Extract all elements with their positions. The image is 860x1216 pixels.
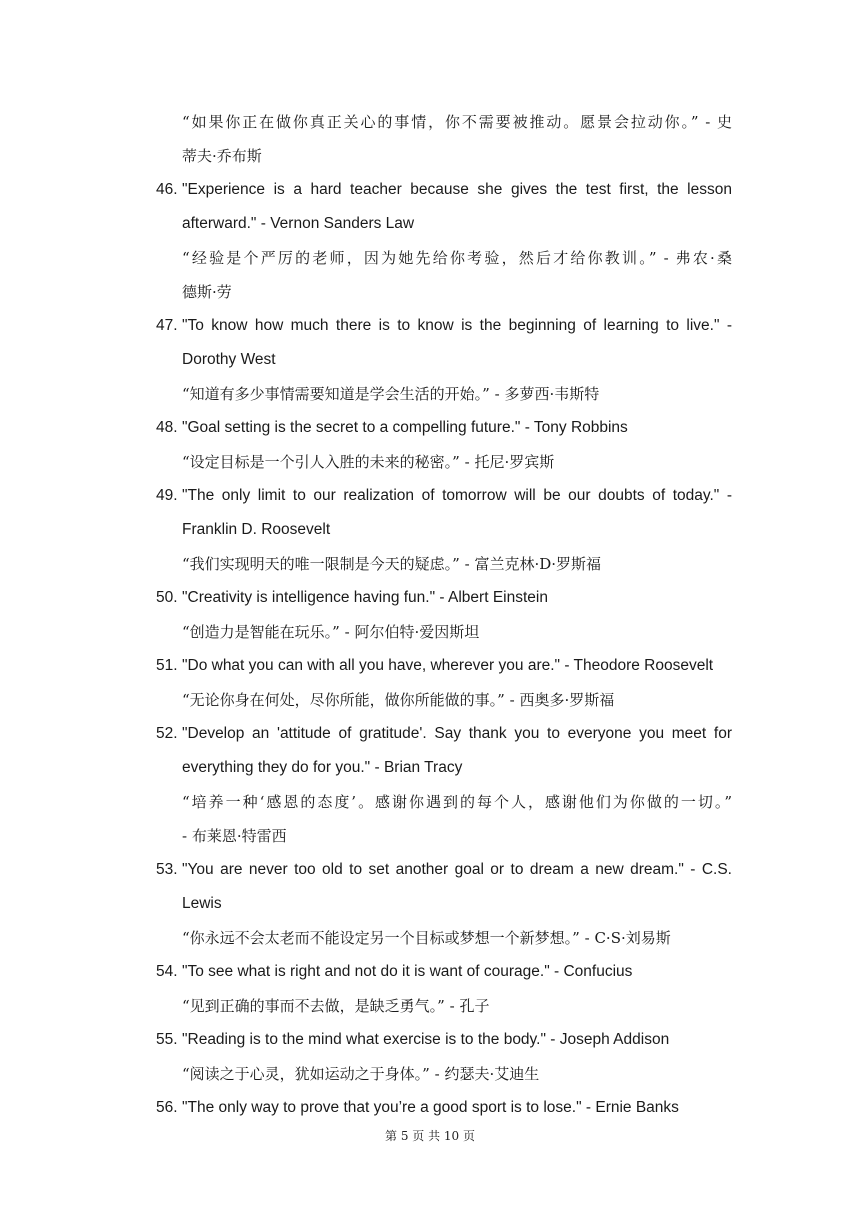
page-footer: 第 5 页 共 10 页 [385, 1129, 475, 1143]
quote-55 [156, 1023, 732, 1057]
quote-text: "The only way to prove that you’re a good sport is to lose." - Ernie Banks [182, 1099, 679, 1116]
quote-51 [156, 649, 732, 683]
quote-52-cont: everything they do for you." - Brian Tracy [182, 759, 463, 776]
quote-46-cont: afterward." - Vernon Sanders Law [182, 215, 415, 232]
quote-46 [156, 173, 732, 207]
item-number: 50. [156, 589, 178, 606]
quote-49-cont: Franklin D. Roosevelt [182, 521, 331, 538]
item-number: 47. [156, 317, 178, 334]
item-number: 54. [156, 963, 178, 980]
quote-47-translation: “知道有多少事情需要知道是学会生活的开始。” - 多萝西·韦斯特 [182, 385, 600, 403]
quote-list [156, 105, 732, 1125]
quote-text: "Do what you can with all you have, wherever you are." - Theodore Roosevelt [182, 657, 714, 674]
quote-45-translation: “如果你正在做你真正关心的事情，你不需要被推动。愿景会拉动你。” - 史 [182, 113, 732, 131]
quote-text: "To know how much there is to know is the beginning of learning to live." - [182, 317, 732, 334]
quote-46-translation-cont: 德斯·劳 [182, 283, 232, 301]
quote-text: "Creativity is intelligence having fun." - Albert Einstein [182, 589, 548, 606]
item-number: 52. [156, 725, 178, 742]
quote-54-translation: “见到正确的事而不去做，是缺乏勇气。” - 孔子 [182, 997, 490, 1015]
quote-52-translation: “培养一种‘感恩的态度’。感谢你遇到的每个人，感谢他们为你做的一切。” [182, 793, 732, 811]
quote-49-translation: “我们实现明天的唯一限制是今天的疑虑。” - 富兰克林·D·罗斯福 [182, 555, 602, 573]
quote-52-translation-cont: - 布莱恩·特雷西 [182, 827, 287, 845]
quote-text: "Reading is to the mind what exercise is to the body." - Joseph Addison [182, 1031, 670, 1048]
item-number: 49. [156, 487, 178, 504]
quote-46-translation: “经验是个严厉的老师，因为她先给你考验，然后才给你教训。” - 弗农·桑 [182, 249, 732, 267]
quote-51-translation: “无论你身在何处，尽你所能，做你所能做的事。” - 西奥多·罗斯福 [182, 691, 615, 709]
quote-text: "Develop an 'attitude of gratitude'. Say thank you to everyone you meet for [182, 725, 732, 742]
quote-56 [156, 1091, 732, 1125]
quote-53-translation: “你永远不会太老而不能设定另一个目标或梦想一个新梦想。” - C·S·刘易斯 [182, 929, 671, 947]
quote-47 [156, 309, 732, 343]
item-number: 51. [156, 657, 178, 674]
quote-text: "Experience is a hard teacher because she gives the test first, the lesson [182, 181, 732, 198]
quote-53-cont: Lewis [182, 895, 222, 912]
quote-text: "The only limit to our realization of tomorrow will be our doubts of today." - [182, 487, 732, 504]
quote-53 [156, 853, 732, 887]
quote-text: "You are never too old to set another goal or to dream a new dream." - C.S. [182, 861, 732, 878]
item-number: 55. [156, 1031, 178, 1048]
quote-47-cont: Dorothy West [182, 351, 276, 368]
quote-text: "To see what is right and not do it is want of courage." - Confucius [182, 963, 633, 980]
quote-48 [156, 411, 732, 445]
quote-50-translation: “创造力是智能在玩乐。” - 阿尔伯特·爱因斯坦 [182, 623, 480, 641]
item-number: 48. [156, 419, 178, 436]
quote-50 [156, 581, 732, 615]
quote-49 [156, 479, 732, 513]
quote-55-translation: “阅读之于心灵，犹如运动之于身体。” - 约瑟夫·艾迪生 [182, 1065, 540, 1083]
item-number: 56. [156, 1099, 178, 1116]
item-number: 46. [156, 181, 178, 198]
quote-text: "Goal setting is the secret to a compelling future." - Tony Robbins [182, 419, 628, 436]
quote-52 [156, 717, 732, 751]
item-number: 53. [156, 861, 178, 878]
quote-45-translation-cont: 蒂夫·乔布斯 [182, 147, 262, 165]
quote-48-translation: “设定目标是一个引人入胜的未来的秘密。” - 托尼·罗宾斯 [182, 453, 555, 471]
quote-54 [156, 955, 732, 989]
